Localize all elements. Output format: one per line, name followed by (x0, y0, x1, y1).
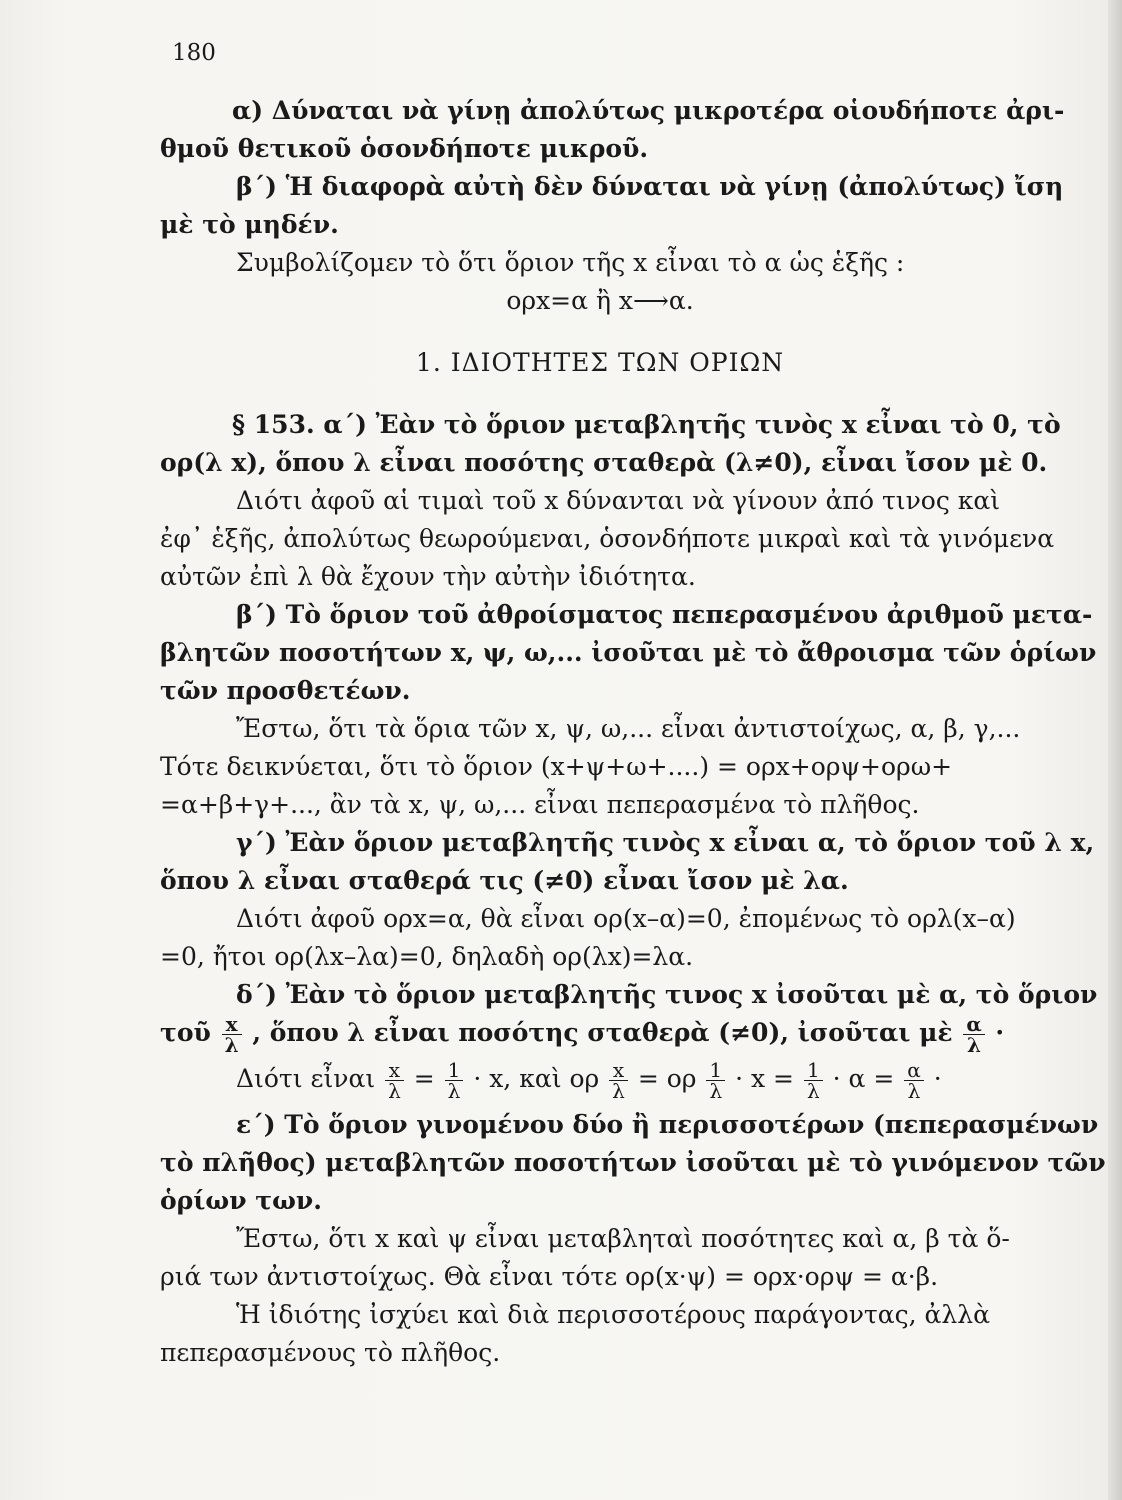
fraction-x-over-lambda (222, 1014, 242, 1055)
numerator: 1 (804, 1060, 823, 1081)
numerator: x (385, 1060, 404, 1081)
formula-line: ορx=α ἢ x⟶α. (506, 286, 694, 315)
page-number: 180 (172, 40, 216, 66)
fraction-alpha-over-lambda (963, 1014, 984, 1055)
text-line: αὐτῶν ἐπὶ λ θὰ ἔχουν τὴν αὐτὴν ἰδιότητα. (160, 562, 696, 591)
text-fragment: · x = (735, 1064, 794, 1093)
text-line: πεπερασμένους τὸ πλῆθος. (160, 1338, 501, 1367)
text-fragment: · (933, 1064, 942, 1093)
text-line: Ἔστω, ὅτι x καὶ ψ εἶναι μεταβληταὶ ποσότητες καὶ α, β τὰ ὅ- (236, 1224, 1010, 1253)
text-line: Ἔστω, ὅτι τὰ ὅρια τῶν x, ψ, ω,... εἶναι ἀντιστοίχως, α, β, γ,... (236, 714, 1021, 743)
fraction-one-over-lambda (445, 1060, 464, 1101)
text-line: ορ(λ x), ὅπου λ εἶναι ποσότης σταθερὰ (λ≠0), εἶναι ἴσον μὲ 0. (160, 448, 1048, 477)
text-fragment: Διότι εἶναι (236, 1064, 376, 1093)
text-fragment: τοῦ (160, 1018, 211, 1047)
fraction-x-over-lambda (385, 1060, 404, 1101)
numerator: 1 (706, 1060, 725, 1081)
text-line: β΄) Τὸ ὅριον τοῦ ἀθροίσματος πεπερασμένου ἀριθμοῦ μετα- (236, 600, 1093, 629)
text-line: Ἡ ἰδιότης ἰσχύει καὶ διὰ περισσοτέρους παράγοντας, ἀλλὰ (236, 1300, 990, 1329)
fraction-one-over-lambda (804, 1060, 823, 1101)
page-spine (1108, 0, 1122, 1500)
spacer (160, 382, 1040, 406)
text-line: θμοῦ θετικοῦ ὁσονδήποτε μικροῦ. (160, 134, 649, 163)
text-fragment: , ὅπου λ εἶναι ποσότης σταθερὰ (≠0), ἰσοῦται μὲ (252, 1018, 953, 1047)
numerator: x (222, 1014, 242, 1035)
text-line: βλητῶν ποσοτήτων x, ψ, ω,... ἰσοῦται μὲ τὸ ἄθροισμα τῶν ὁρίων (160, 638, 1097, 667)
fraction-x-over-lambda (609, 1060, 628, 1101)
denominator: λ (447, 1079, 461, 1103)
text-line: α) Δύναται νὰ γίνῃ ἀπολύτως μικροτέρα οἱουδήποτε ἀρι- (232, 96, 1065, 125)
text-fragment: · x, καὶ ορ (473, 1064, 600, 1093)
text-line: Τότε δεικνύεται, ὅτι τὸ ὅριον (x+ψ+ω+....) = ορx+ορψ+ορω+ (160, 752, 953, 781)
text-line: β΄) Ἡ διαφορὰ αὐτὴ δὲν δύναται νὰ γίνῃ (ἀπολύτως) ἴση (236, 172, 1064, 201)
numerator: 1 (445, 1060, 464, 1081)
text-line: τῶν προσθετέων. (160, 676, 411, 705)
section-heading: 1. ΙΔΙΟΤΗΤΕΣ ΤΩΝ ΟΡΙΩΝ (415, 348, 785, 377)
denominator: λ (612, 1079, 625, 1103)
denominator: λ (709, 1079, 723, 1103)
text-line: ριά των ἀντιστοίχως. Θὰ εἶναι τότε ορ(x·ψ) = ορx·ορψ = α·β. (160, 1262, 939, 1291)
formula-line-fractions (160, 1052, 1040, 1106)
denominator: λ (388, 1079, 401, 1103)
text-line: Συμβολίζομεν τὸ ὅτι ὅριον τῆς x εἶναι τὸ α ὡς ἑξῆς : (236, 248, 905, 277)
text-line: δ΄) Ἐὰν τὸ ὅριον μεταβλητῆς τινος x ἰσοῦται μὲ α, τὸ ὅριον (236, 980, 1098, 1009)
denominator: λ (966, 1033, 982, 1057)
text-fragment: = ορ (637, 1064, 697, 1093)
text-line: Διότι ἀφοῦ ορx=α, θὰ εἶναι ορ(x–α)=0, ἐπομένως τὸ ορλ(x–α) (236, 904, 1016, 933)
text-line: § 153. α΄) Ἐὰν τὸ ὅριον μεταβλητῆς τινὸς x εἶναι τὸ 0, τὸ (232, 410, 1061, 439)
text-fragment: · α = (832, 1064, 895, 1093)
denominator: λ (907, 1079, 921, 1103)
fraction-one-over-lambda (706, 1060, 725, 1101)
page-body (160, 92, 1106, 1372)
text-line: γ΄) Ἐὰν ὅριον μεταβλητῆς τινὸς x εἶναι α, τὸ ὅριον τοῦ λ x, (236, 828, 1095, 857)
text-line: μὲ τὸ μηδέν. (160, 210, 339, 239)
text-fragment: = (413, 1064, 435, 1093)
fraction-alpha-over-lambda (904, 1060, 924, 1101)
text-line: ὅπου λ εἶναι σταθερά τις (≠0) εἶναι ἴσον μὲ λα. (160, 866, 849, 895)
text-line: ἐφ᾿ ἑξῆς, ἀπολύτως θεωρούμεναι, ὁσονδήποτε μικραὶ καὶ τὰ γινόμενα (160, 524, 1055, 553)
numerator: α (904, 1060, 924, 1081)
denominator: λ (806, 1079, 820, 1103)
text-line: ε΄) Τὸ ὅριον γινομένου δύο ἢ περισσοτέρων (πεπερασμένων (236, 1110, 1099, 1139)
numerator: α (963, 1014, 984, 1035)
denominator: λ (224, 1033, 239, 1057)
text-line: Διότι ἀφοῦ αἱ τιμαὶ τοῦ x δύνανται νὰ γίνουν ἀπό τινος καὶ (236, 486, 1001, 515)
text-line-with-fraction (160, 1012, 1040, 1057)
text-fragment: · (995, 1018, 1005, 1047)
spacer (160, 320, 1040, 344)
text-line: ὁρίων των. (160, 1186, 322, 1215)
numerator: x (609, 1060, 628, 1081)
text-line: τὸ πλῆθος) μεταβλητῶν ποσοτήτων ἰσοῦται μὲ τὸ γινόμενον τῶν (160, 1148, 1106, 1177)
text-line: =α+β+γ+..., ἂν τὰ x, ψ, ω,... εἶναι πεπερασμένα τὸ πλῆθος. (160, 790, 920, 819)
text-line: =0, ἤτοι ορ(λx–λα)=0, δηλαδὴ ορ(λx)=λα. (160, 942, 694, 971)
